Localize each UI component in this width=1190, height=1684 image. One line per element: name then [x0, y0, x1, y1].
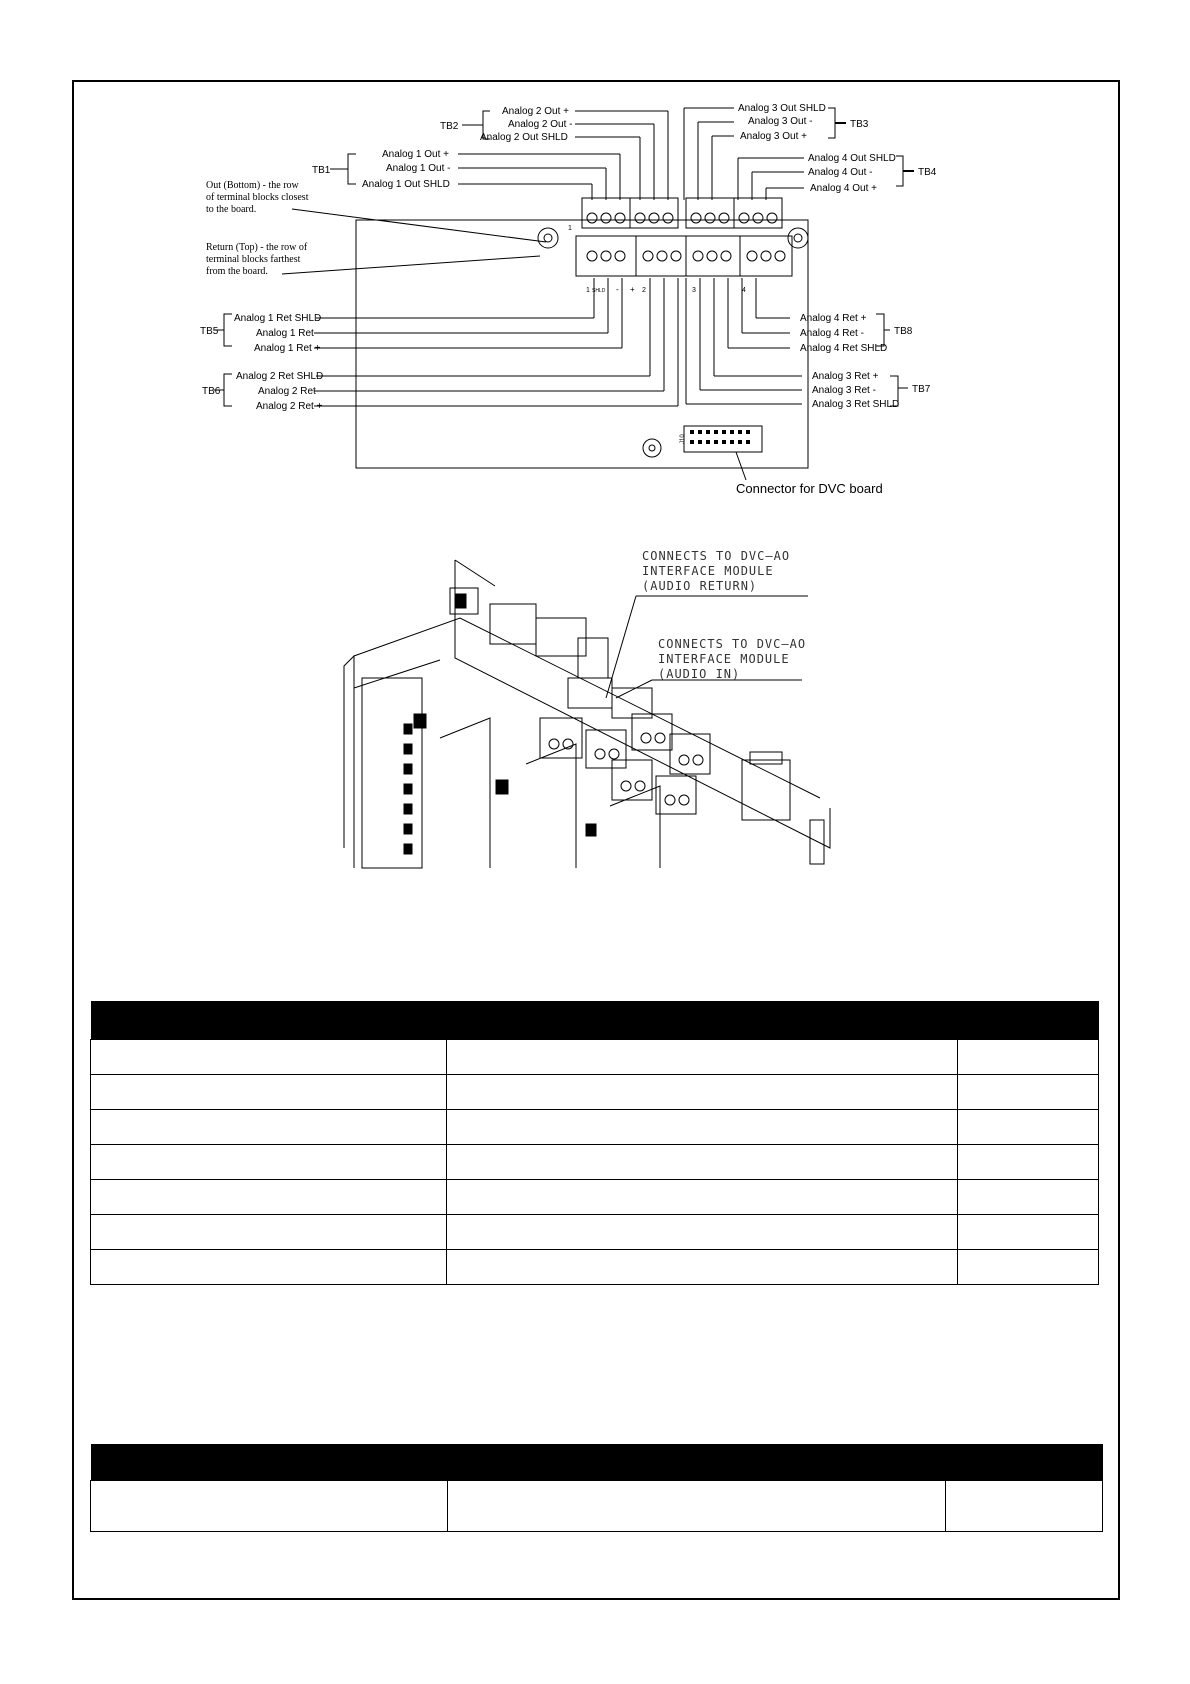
callout-audio-in-line-2: INTERFACE MODULE [658, 652, 790, 666]
tb3-wire-1: Analog 3 Out SHLD [738, 103, 826, 114]
table-cell [958, 1110, 1099, 1145]
tb2-wire-3: Analog 2 Out SHLD [480, 132, 568, 143]
tb7-wire-3: Analog 3 Ret SHLD [812, 399, 900, 410]
tb6-wire-3: Analog 2 Ret + [256, 401, 323, 412]
column-4-mark: 4 [742, 287, 746, 294]
callout-audio-return-line-3: (AUDIO RETURN) [642, 579, 758, 593]
tb1-label: TB1 [312, 165, 331, 176]
table-cell [446, 1215, 957, 1250]
table-cell [91, 1145, 447, 1180]
callout-audio-in-line-3: (AUDIO IN) [658, 667, 741, 681]
tb3-label: TB3 [850, 119, 869, 130]
tb4-wire-3: Analog 4 Out + [810, 183, 877, 194]
connector-label: Connector for DVC board [736, 481, 883, 496]
out-terminal-row [582, 198, 782, 228]
tb7-wire-1: Analog 3 Ret + [812, 371, 879, 382]
note-out-line-3: to the board. [206, 204, 257, 215]
terminal-wiring-diagram [190, 96, 990, 496]
tb8-wire-1: Analog 4 Ret + [800, 313, 867, 324]
tb2-wire-1: Analog 2 Out + [502, 106, 569, 117]
column-1-mark: 1 [586, 287, 590, 294]
terminal-block-cluster [540, 678, 710, 814]
column-3-mark: 3 [692, 287, 696, 294]
tb6-wire-2: Analog 2 Ret - [258, 386, 322, 397]
tb7-label: TB7 [912, 384, 931, 395]
tb7-wire-2: Analog 3 Ret - [812, 385, 876, 396]
table-header-bar [91, 1444, 1103, 1481]
table-cell [958, 1250, 1099, 1285]
table-cell [446, 1145, 957, 1180]
note-out-line-2: of terminal blocks closest [206, 192, 309, 203]
table-cell [91, 1250, 447, 1285]
tb3-wire-3: Analog 3 Out + [740, 131, 807, 142]
callout-audio-return-line-1: CONNECTS TO DVC—AO [642, 549, 791, 563]
table-row [91, 1250, 1099, 1285]
tb4-label: TB4 [918, 167, 937, 178]
table-row [91, 1180, 1099, 1215]
table-row [91, 1145, 1099, 1180]
column-2-mark: 2 [642, 287, 646, 294]
jack-mark: J10 [680, 434, 686, 444]
table-row [91, 1075, 1099, 1110]
tb4-wire-2: Analog 4 Out - [808, 167, 873, 178]
tb6-wire-1: Analog 2 Ret SHLD [236, 371, 324, 382]
tb3-wire-2: Analog 3 Out - [748, 116, 813, 127]
tb4-wire-1: Analog 4 Out SHLD [808, 153, 896, 164]
table-cell [958, 1180, 1099, 1215]
table-cell [446, 1250, 957, 1285]
table-cell [446, 1180, 957, 1215]
table-cell [91, 1215, 447, 1250]
tb1-wire-3: Analog 1 Out SHLD [362, 179, 450, 190]
tb6-label: TB6 [202, 386, 221, 397]
tb1-wire-2: Analog 1 Out - [386, 163, 451, 174]
table-header-row [91, 1001, 1099, 1040]
table-row [91, 1215, 1099, 1250]
table-cell [446, 1040, 957, 1075]
note-out-line-1: Out (Bottom) - the row [206, 180, 299, 191]
tb5-label: TB5 [200, 326, 219, 337]
wiring-table [90, 1001, 1099, 1285]
table-cell [446, 1110, 957, 1145]
table-cell [91, 1180, 447, 1215]
tb1-wire-1: Analog 1 Out + [382, 149, 449, 160]
table-cell [446, 1075, 957, 1110]
tb8-label: TB8 [894, 326, 913, 337]
tb5-wire-3: Analog 1 Ret + [254, 343, 321, 354]
callout-audio-in-line-1: CONNECTS TO DVC—AO [658, 637, 807, 651]
callout-audio-return-line-2: INTERFACE MODULE [642, 564, 774, 578]
shld-mark: SHLD [592, 288, 606, 294]
table-cell [958, 1215, 1099, 1250]
table-cell [91, 1110, 447, 1145]
table-header-row [91, 1444, 1103, 1481]
tb5-wire-1: Analog 1 Ret SHLD [234, 313, 322, 324]
table-header-bar [91, 1001, 1099, 1040]
return-terminal-row [576, 236, 792, 276]
tb8-wire-2: Analog 4 Ret - [800, 328, 864, 339]
tb5-wire-2: Analog 1 Ret - [256, 328, 320, 339]
plus-mark: + [630, 285, 635, 294]
table-cell [91, 1040, 447, 1075]
tb2-label: TB2 [440, 121, 459, 132]
tb8-wire-3: Analog 4 Ret SHLD [800, 343, 888, 354]
table-cell [447, 1481, 946, 1532]
second-table [90, 1444, 1103, 1532]
row-index-mark: 1 [568, 225, 572, 232]
table-cell [958, 1075, 1099, 1110]
table-cell [958, 1145, 1099, 1180]
note-return-line-1: Return (Top) - the row of [206, 242, 308, 253]
minus-mark: - [616, 285, 619, 294]
table-row [91, 1481, 1103, 1532]
note-return-line-2: terminal blocks farthest [206, 254, 301, 265]
table-cell [91, 1075, 447, 1110]
table-row [91, 1040, 1099, 1075]
table-cell [958, 1040, 1099, 1075]
isometric-board-illustration [340, 548, 860, 872]
dvc-connector [684, 426, 762, 452]
table-row [91, 1110, 1099, 1145]
table-cell [91, 1481, 448, 1532]
tb2-wire-2: Analog 2 Out - [508, 119, 573, 130]
table-cell [946, 1481, 1103, 1532]
note-return-line-3: from the board. [206, 266, 268, 277]
